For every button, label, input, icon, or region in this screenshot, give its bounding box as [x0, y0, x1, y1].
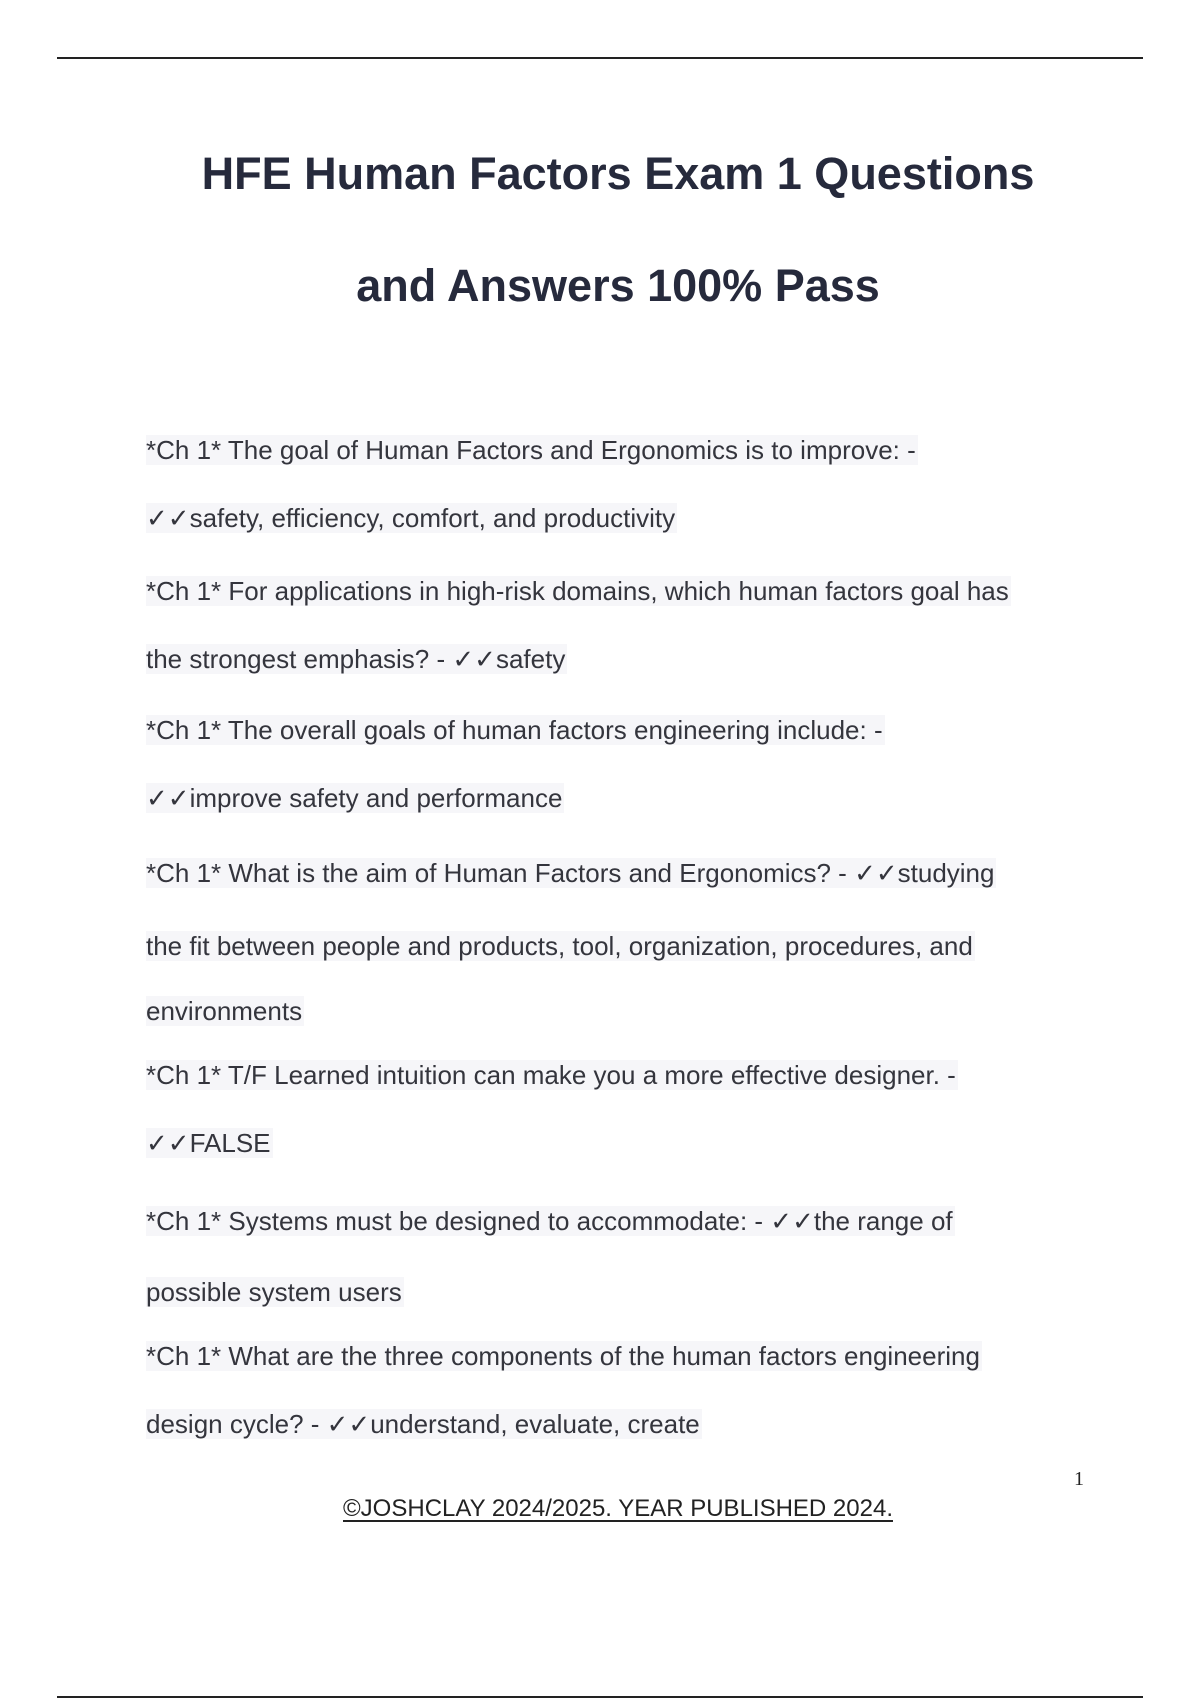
page-number: 1	[1074, 1468, 1084, 1490]
content-line: *Ch 1* The overall goals of human factors engineering include: -	[146, 715, 883, 745]
top-rule	[57, 57, 1143, 59]
copyright-footer: ©JOSHCLAY 2024/2025. YEAR PUBLISHED 2024.	[343, 1495, 893, 1522]
content-line: *Ch 1* Systems must be designed to accommodate: - ✓✓the range of	[146, 1206, 953, 1236]
document-title-line-2: and Answers 100% Pass	[356, 260, 880, 311]
content-line: ✓✓FALSE	[146, 1128, 271, 1158]
content-line: the fit between people and products, tool, organization, procedures, and	[146, 931, 973, 961]
content-line: ✓✓improve safety and performance	[146, 783, 563, 813]
content-line: design cycle? - ✓✓understand, evaluate, create	[146, 1409, 700, 1439]
content-line: possible system users	[146, 1277, 402, 1307]
content-line: ✓✓safety, efficiency, comfort, and productivity	[146, 503, 676, 533]
content-line: the strongest emphasis? - ✓✓safety	[146, 644, 566, 674]
content-line: environments	[146, 996, 303, 1026]
content-line: *Ch 1* T/F Learned intuition can make you a more effective designer. -	[146, 1060, 956, 1090]
content-line: *Ch 1* What is the aim of Human Factors and Ergonomics? - ✓✓studying	[146, 858, 995, 888]
document-title-line-1: HFE Human Factors Exam 1 Questions	[201, 148, 1035, 199]
bottom-rule	[57, 1696, 1143, 1698]
content-line: *Ch 1* The goal of Human Factors and Ergonomics is to improve: -	[146, 435, 916, 465]
content-line: *Ch 1* What are the three components of the human factors engineering	[146, 1341, 980, 1371]
content-line: *Ch 1* For applications in high-risk domains, which human factors goal has	[146, 576, 1009, 606]
